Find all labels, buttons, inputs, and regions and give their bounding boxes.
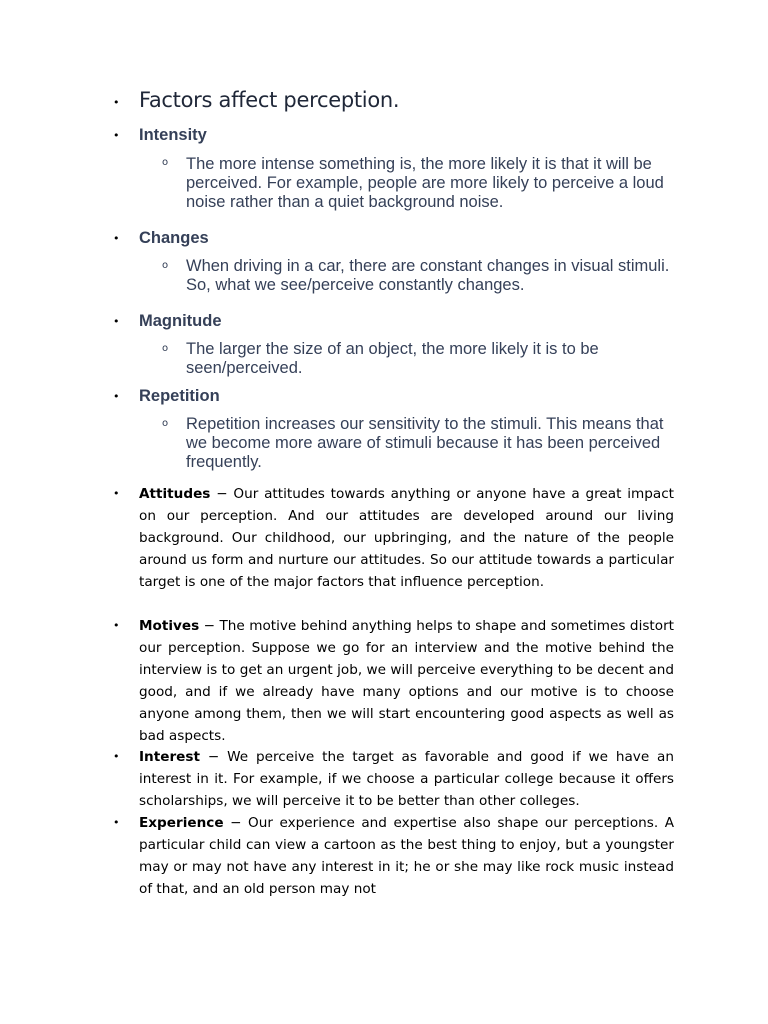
bullet-motives: •	[113, 619, 120, 632]
bullet-experience: •	[113, 816, 120, 829]
bullet-title: •	[113, 96, 120, 109]
sub-marker-intensity: o	[162, 157, 169, 168]
heading-changes: Changes	[139, 229, 209, 247]
heading-repetition: Repetition	[139, 387, 220, 405]
term-attitudes: Attitudes	[139, 486, 211, 502]
text-changes: When driving in a car, there are constant changes in visual stimuli. So, what we see/perceive constantly changes.	[186, 257, 670, 294]
heading-intensity: Intensity	[139, 126, 207, 144]
page-title: Factors affect perception.	[139, 88, 400, 112]
bullet-attitudes: •	[113, 487, 120, 500]
bullet-changes: •	[113, 232, 120, 245]
text-intensity: The more intense something is, the more likely it is that it will be perceived. For example, people are more likely to perceive a loud noise rather than a quiet background noise.	[186, 155, 664, 211]
term-interest: Interest	[139, 749, 200, 765]
term-experience: Experience	[139, 815, 224, 831]
bullet-magnitude: •	[113, 315, 120, 328]
text-experience: − Our experience and expertise also shape our perceptions. A particular child can view a cartoon as the best thing to enjoy, but a youngster may or may not have any interest in it; he or she may like rock music instead of that, and an old person may not	[139, 815, 674, 897]
paragraph-experience	[139, 812, 674, 900]
sub-marker-repetition: o	[162, 418, 169, 429]
sub-marker-magnitude: o	[162, 343, 169, 354]
bullet-repetition: •	[113, 390, 120, 403]
bullet-interest: •	[113, 750, 120, 763]
paragraph-interest	[139, 746, 674, 812]
term-motives: Motives	[139, 618, 200, 634]
text-repetition: Repetition increases our sensitivity to the stimuli. This means that we become more aware of stimuli because it has been perceived frequently.	[186, 415, 664, 471]
text-interest: − We perceive the target as favorable and good if we have an interest in it. For example, if we choose a particular college because it offers scholarships, we will perceive it to be better than other colleges.	[139, 749, 674, 809]
sub-marker-changes: o	[162, 260, 169, 271]
paragraph-motives	[139, 615, 674, 747]
text-attitudes: − Our attitudes towards anything or anyone have a great impact on our perception. And our attitudes are developed around our living background. Our childhood, our upbringing, and the nature of the people around us form and nurture our attitudes. So our attitude towards a particular target is one of the major factors that influence perception.	[139, 486, 674, 590]
paragraph-attitudes	[139, 483, 674, 593]
bullet-intensity: •	[113, 129, 120, 142]
text-magnitude: The larger the size of an object, the more likely it is to be seen/perceived.	[186, 340, 599, 377]
heading-magnitude: Magnitude	[139, 312, 222, 330]
text-motives: − The motive behind anything helps to shape and sometimes distort our perception. Suppose we go for an interview and the motive behind the interview is to get an urgent job, we will perceive everything to be decent and good, and if we already have many options and our motive is to choose anyone among them, then we will start encountering good aspects as well as bad aspects.	[139, 618, 674, 744]
